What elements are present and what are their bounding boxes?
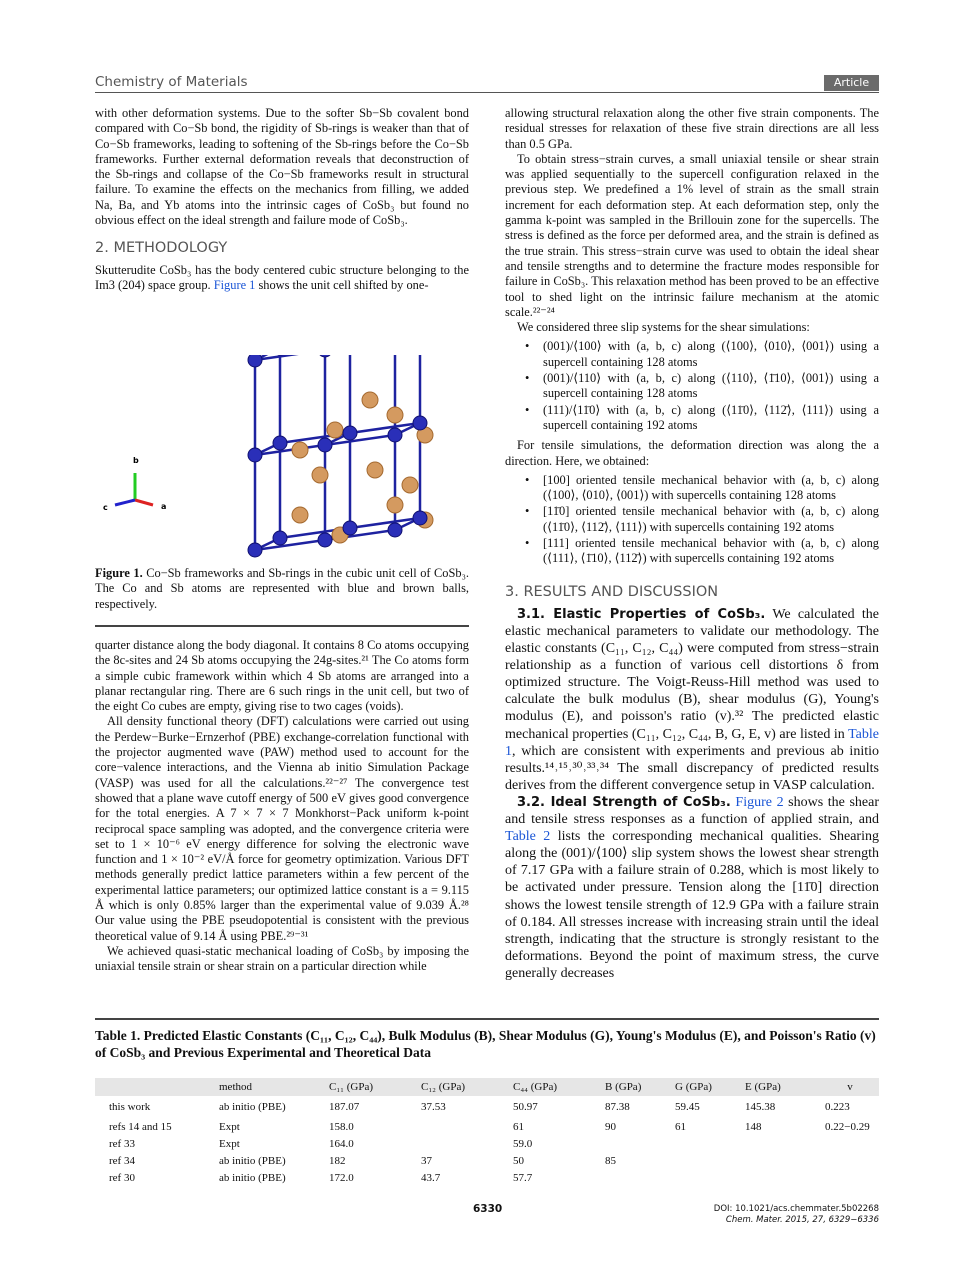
sb-atom — [292, 442, 308, 458]
table-row — [95, 1118, 879, 1135]
list-item: • (001)/⟨110⟩ with (a, b, c) along (⟨110⟩, ⟨1̄10⟩, ⟨001⟩) using a supercell containing 128 atoms — [505, 371, 879, 402]
column-header: C₄₄ (GPa) — [509, 1078, 601, 1096]
column-header: G (GPa) — [671, 1078, 741, 1096]
crystal-structure-image — [95, 355, 469, 565]
figure-1-caption — [95, 566, 469, 612]
co-atom — [248, 355, 262, 367]
journal-title: Chemistry of Materials — [95, 74, 248, 90]
section-heading-results: 3. RESULTS AND DISCUSSION — [505, 583, 719, 600]
table-cell: 0.223 — [825, 1101, 850, 1113]
figure-1-link[interactable]: Figure 1 — [213, 277, 256, 292]
list-item: • [11̄0] oriented tensile mechanical behavior with (a, b, c) along (⟨11̄0⟩, ⟨112̄⟩, ⟨111⟩) with supercells containing 192 atoms — [505, 504, 879, 535]
paragraph: allowing structural relaxation along the other five strain components. The residual stresses for relaxation of these five strain directions are all less than 0.5 GPa. — [505, 106, 879, 151]
paragraph: To obtain stress−strain curves, a small uniaxial tensile or shear strain was applied sequentially to the supercell configuration relaxed in the previous step. We predefined a 1% level of strain as the small strain increment for each deformation step. At each deformation step, only the gamma k-point was sampled in the Brillouin zone for the supercells. The stress is defined as the force per deformed area, and the strain is defined as the true strain. This stress−strain curve was used to obtain the ideal shear and tensile strengths and to determine the fracture modes responsible for failure in CoSb₃. This relaxation method has been proved to be an effective tool to shed light on the intrinsic failure mechanism at the atomic scale.²²⁻²⁴ — [505, 151, 879, 319]
table-cell: 164.0 — [329, 1137, 354, 1150]
table-cell: 85 — [605, 1154, 616, 1167]
table-cell: ref 33 — [109, 1137, 135, 1150]
doi: DOI: 10.1021/acs.chemmater.5b02268 — [713, 1204, 879, 1214]
list-item: • (111)/⟨11̄0⟩ with (a, b, c) along (⟨11̄0⟩, ⟨112̄⟩, ⟨111⟩) using a supercell containing 192 atoms — [505, 403, 879, 434]
table-cell: 50.97 — [513, 1101, 538, 1113]
table-cell — [741, 1152, 821, 1169]
table-header-row — [95, 1078, 879, 1096]
table-cell: this work — [109, 1101, 151, 1113]
text: Skutterudite CoSb₃ has the body centered cubic structure belonging to the Im3 (204) space group. — [95, 262, 469, 292]
table-row — [95, 1169, 879, 1186]
axis-label: a — [161, 502, 167, 511]
sb-atom — [327, 422, 343, 438]
co-atom — [318, 438, 332, 452]
co-atom — [273, 531, 287, 545]
page-number: 6330 — [473, 1203, 503, 1215]
table-cell: 59.0 — [513, 1137, 533, 1150]
table-cell: 59.45 — [675, 1101, 700, 1113]
table-cell: 61 — [513, 1120, 524, 1133]
c-axis-arrow — [115, 500, 135, 505]
sb-atom — [362, 392, 378, 408]
paragraph — [505, 606, 879, 794]
co-atom — [318, 533, 332, 547]
column-header: C₁₂ (GPa) — [417, 1078, 509, 1096]
table-cell: 148 — [745, 1120, 762, 1133]
table-cell: 0.22−0.29 — [825, 1120, 870, 1133]
section-heading-methodology: 2. METHODOLOGY — [95, 240, 228, 257]
co-atom — [388, 428, 402, 442]
a-axis-arrow — [135, 500, 153, 505]
co-atom — [413, 416, 427, 430]
table-cell: 50 — [513, 1154, 524, 1167]
table-cell: 37.53 — [421, 1101, 446, 1113]
table-cell — [741, 1169, 821, 1186]
list-item: • (001)/⟨100⟩ with (a, b, c) along (⟨100⟩, ⟨010⟩, ⟨001⟩) using a supercell containing 128 atoms — [505, 339, 879, 370]
article-badge: Article — [824, 75, 879, 91]
sb-atom — [292, 507, 308, 523]
subsection-title: 3.2. Ideal Strength of CoSb₃. — [517, 794, 731, 810]
table-cell: 87.38 — [605, 1101, 630, 1113]
co-atom — [413, 511, 427, 525]
table-cell: ref 30 — [109, 1171, 135, 1184]
paragraph: We considered three slip systems for the shear simulations: — [517, 320, 810, 335]
table-cell — [417, 1135, 509, 1152]
sb-atom — [367, 462, 383, 478]
table-cell: 182 — [329, 1154, 346, 1167]
paragraph: We achieved quasi-static mechanical loading of CoSb₃ by imposing the uniaxial tensile strain or shear strain on a particular direction while — [95, 943, 469, 974]
table-rule — [95, 1018, 879, 1020]
co-atom — [343, 426, 357, 440]
sb-atom — [387, 497, 403, 513]
table-cell: ab initio (PBE) — [219, 1101, 286, 1113]
table-row — [95, 1152, 879, 1169]
figure-2-link[interactable]: Figure 2 — [735, 794, 784, 810]
column-header: method — [215, 1078, 325, 1096]
paragraph: quarter distance along the body diagonal. It contains 8 Co atoms occupying the 8c-sites and 24 Sb atoms occupying the 24g-sites.²¹ The Co atoms form a simple cubic framework within which 4 Sb atoms are arranged into a planar rectangular ring. There are 6 such rings in the unit cell, but two of the eight Co cubes are empty, giving rise to two cages (voids). — [95, 638, 469, 714]
left-column — [95, 106, 469, 293]
right-column — [505, 106, 879, 982]
table-cell: ref 34 — [109, 1154, 135, 1167]
shear-systems-list — [505, 339, 879, 433]
co-atom — [273, 436, 287, 450]
table-cell: 145.38 — [745, 1101, 776, 1113]
tensile-list — [505, 473, 879, 567]
table-cell: 57.7 — [513, 1171, 533, 1184]
figure-rule — [95, 625, 469, 627]
paragraph: All density functional theory (DFT) calculations were carried out using the Perdew−Burke−Ernzerhof (PBE) exchange-correlation functional with the projector augmented wave (PAW) method used to account for the core−valence interactions, and the Vienna ab initio Simulation Package (VASP) was used for all the calculations.²²⁻²⁷ The convergence test showed that a plane wave cutoff energy of 500 eV gives good convergence for the total energies. A 7 × 7 × 7 Monkhorst−Pack uniform k-point reciprocal space sampling was adopted, and the convergence criteria were set to 1 × 10⁻⁶ eV energy difference for solving the electronic wave function and 1 × 10⁻² eV/Å force for geometry optimization. Various DFT methods generally predict lattice parameters within a few percent of the experimental lattice parameters; our optimized lattice constant is a = 9.115 Å which is only 0.85% larger than the experimental value of 9.039 Å.²⁸ Our value using the PBE pseudopotential is consistent with the previous theoretical value of 9.14 Å using PBE.²⁹⁻³¹ — [95, 714, 469, 943]
left-column-lower — [95, 638, 469, 975]
column-header: C₁₁ (GPa) — [325, 1078, 417, 1096]
table-cell: 187.07 — [329, 1101, 360, 1113]
axis-label: b — [133, 456, 139, 465]
table-cell — [601, 1169, 671, 1186]
table-cell: 43.7 — [421, 1171, 441, 1184]
sb-atom — [387, 407, 403, 423]
table-cell — [671, 1135, 741, 1152]
list-item: • [111] oriented tensile mechanical behavior with (a, b, c) along (⟨111⟩, ⟨1̄10⟩, ⟨112̄⟩) with supercells containing 192 atoms — [505, 536, 879, 567]
table-cell — [601, 1135, 671, 1152]
sb-atom — [402, 477, 418, 493]
table-1 — [95, 1078, 879, 1186]
table-cell: ab initio (PBE) — [219, 1154, 286, 1167]
list-item: • [100] oriented tensile mechanical behavior with (a, b, c) along (⟨100⟩, ⟨010⟩, ⟨001⟩) with supercells containing 128 atoms — [505, 473, 879, 504]
column-header: B (GPa) — [601, 1078, 671, 1096]
column-header: v — [821, 1078, 879, 1096]
table-cell — [417, 1118, 509, 1135]
table-2-link[interactable]: Table 2 — [505, 829, 551, 845]
table-cell — [821, 1135, 879, 1152]
co-atom — [388, 523, 402, 537]
table-cell: 172.0 — [329, 1171, 354, 1184]
table-1-link[interactable]: Table 1 — [505, 726, 879, 759]
co-atom — [248, 543, 262, 557]
table-cell — [671, 1169, 741, 1186]
table-cell: 90 — [605, 1120, 616, 1133]
table-cell: ab initio (PBE) — [219, 1171, 286, 1184]
text: , which are consistent with experiments and previous ab initio results.¹⁴˒¹⁵˒³⁰˒³³˒³⁴ The small discrepancy of predicted results derives from the different convergence setup in VASP calculation. — [505, 743, 879, 793]
table-1-caption: Table 1. Predicted Elastic Constants (C₁₁, C₁₂, C₄₄), Bulk Modulus (B), Shear Modulus (G), Young's Modulus (E), and Poisson's Ratio (v) of CoSb₃ and Previous Experimental and Theoretical Data — [95, 1028, 876, 1060]
co-atom — [318, 355, 332, 357]
text: shows the shear and tensile stress responses as a function of applied strain, and — [505, 794, 879, 828]
text: shows the unit cell shifted by one- — [255, 277, 429, 292]
figure-1-crystal-structure — [95, 355, 469, 565]
table-cell: refs 14 and 15 — [109, 1120, 172, 1133]
paragraph: with other deformation systems. Due to the softer Sb−Sb covalent bond compared with Co−Sb bond, the rigidity of Sb-rings is weaker than that of Co−Sb frameworks, leading to softening of the Sb-rings before the Co−Sb frameworks. Further external deformation reveals that deconstruction of the Sb-rings and collapse of the Co−Sb frameworks result in structural failure. To examine the effects on the mechanics from filling, we added Na, Ba, and Yb atoms into the intrinsic cages of CoSb₃ but found no obvious effect on the ideal strength and failure mode of CoSb₃. — [95, 106, 469, 228]
table-cell: 37 — [421, 1154, 432, 1167]
journal-citation: Chem. Mater. 2015, 27, 6329−6336 — [725, 1214, 879, 1225]
table-cell — [741, 1135, 821, 1152]
table-row — [95, 1135, 879, 1152]
paragraph: For tensile simulations, the deformation direction was along the a direction. Here, we obtained: — [505, 438, 879, 468]
caption-label: Figure 1. — [95, 566, 143, 580]
table-cell: 158.0 — [329, 1120, 354, 1133]
text: We calculated the elastic mechanical parameters to validate our methodology. The elastic constants (C₁₁, C₁₂, C₄₄) were computed from stress−strain relationship as a function of various cell distortions δ from optimized structure. The Voigt-Reuss-Hill method was used to calculate the bulk modulus (B), shear modulus (G), Young's modulus (E), and poisson's ratio (v).³² The predicted elastic mechanical properties (C₁₁, C₁₂, C₄₄, B, G, E, v) are listed in — [505, 606, 879, 742]
paragraph — [505, 794, 879, 982]
table-cell — [821, 1152, 879, 1169]
column-header — [95, 1078, 215, 1096]
text: lists the corresponding mechanical qualities. Shearing along the (001)/⟨100⟩ slip system shows the lowest shear strength of 7.17 GPa with a failure strain of 0.288, which is most likely to be activated under pressure. Tension along the [11̄0] direction shows the lowest tensile strength of 12.9 GPa with a failure strain of 0.184. All stresses increase with increasing strain until the ideal strength, indicating that the structure is strongly resistant to the deformations. Beyond the point of maximum stress, the curve generally decreases — [505, 829, 879, 981]
co-atom — [248, 448, 262, 462]
co-atom — [343, 521, 357, 535]
axis-label: c — [103, 503, 108, 512]
citation-footer — [714, 1204, 879, 1225]
header-rule — [95, 92, 879, 93]
table-cell: Expt — [219, 1137, 240, 1150]
column-header: E (GPa) — [741, 1078, 821, 1096]
table-cell — [821, 1169, 879, 1186]
sb-atom — [312, 467, 328, 483]
table-row — [95, 1096, 879, 1118]
paragraph — [95, 263, 469, 294]
table-cell: 61 — [675, 1120, 686, 1133]
table-cell: Expt — [219, 1120, 240, 1133]
subsection-title: 3.1. Elastic Properties of CoSb₃. — [517, 606, 766, 622]
table-cell — [671, 1152, 741, 1169]
caption-text: Co−Sb frameworks and Sb-rings in the cubic unit cell of CoSb₃. The Co and Sb atoms are represented with blue and brown balls, respectively. — [95, 566, 469, 611]
